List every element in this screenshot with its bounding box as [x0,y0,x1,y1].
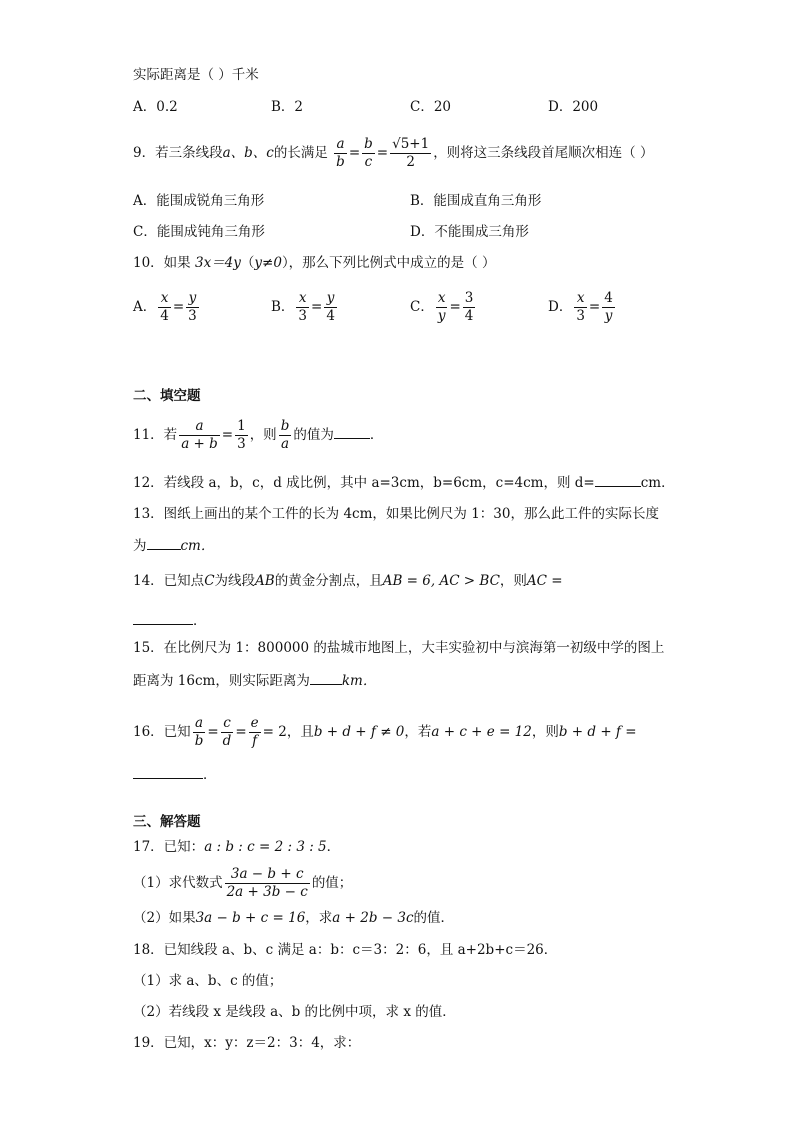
q14: 14．已知点C为线段AB的黄金分割点，且AB = 6, AC > BC，则AC = [133,573,563,589]
q8-tail: 实际距离是（ ）千米 [133,67,259,83]
q18-part2: （2）若线段 x 是线段 a、b 的比例中项，求 x 的值． [133,1004,456,1020]
q16-answer-blank [133,764,203,779]
q10-option-b: B． $\frac{x}{3}$ = $\frac{y}{4}$ [271,290,335,324]
q16-line2: ． [133,764,217,785]
q17-part1: （1）求代数式 $\frac{3a - b + c}{2a + 3b - c}$ 的值； [133,866,353,900]
q8-option-a: A．0.2 [133,99,178,115]
q10-option-c: C． $\frac{x}{y}$ = $\frac{3}{4}$ [410,290,474,324]
q8-option-d: D．200 [548,99,599,115]
q13-line1: 13．图纸上画出的某个工件的长为 4cm，如果比例尺为 1：30，那么此工件的实际长度 [133,506,659,522]
q11: 11．若 $\frac{a}{a + b}$ = $\frac{1}{3}$ ，则 $\frac{b}{a}$ 的值为 ． [133,418,384,452]
q14-line2: ． [133,610,207,631]
section-fill-in-title: 二、填空题 [133,388,201,404]
q9-frac-b-c: $\frac{b}{c}$ [364,136,373,170]
q9-option-d: D．不能围成三角形 [410,224,529,240]
q16: 16．已知 $\frac{a}{b}$ = $\frac{c}{d}$ = $\frac{e}{f}$ = 2，且b + d + f ≠ 0，若a + c + e = 12，则b + d + f = [133,715,637,749]
q12: 12．若线段 a，b，c，d 成比例，其中 a=3cm，b=6cm，c=4cm，则 d= cm． [133,472,675,493]
q9-stem: 9．若三条线段a、b、c的长满足 $\frac{a}{b}$ = $\frac{b}{c}$ = $\frac{√5+1}{2}$ ，则将这三条线段首尾顺次相连（ ） [133,136,654,170]
section-solve-title: 三、解答题 [133,814,201,830]
q14-answer-blank [133,610,193,625]
q9-frac-golden: $\frac{√5+1}{2}$ [392,136,430,170]
q13-answer-blank [147,535,181,550]
q18-part1: （1）求 a、b、c 的值； [133,973,283,989]
q10-option-a: A． $\frac{x}{4}$ = $\frac{y}{3}$ [133,290,197,324]
q15-answer-blank [310,670,342,685]
q13-line2: 为 cm． [133,535,214,556]
q11-answer-blank [334,424,370,439]
q8-option-c: C．20 [410,99,452,115]
q19-line1: 19．已知，x：y：z＝2：3：4，求： [133,1035,361,1051]
q9-frac-a-b: $\frac{a}{b}$ [336,136,345,170]
q10-stem: 10．如果 3x＝4y（y≠0），那么下列比例式中成立的是（ ） [133,255,496,271]
q9-option-b: B．能围成直角三角形 [410,193,542,209]
q8-option-b: B．2 [271,99,304,115]
q18-line1: 18．已知线段 a、b、c 满足 a：b：c＝3：2：6，且 a+2b+c＝26． [133,942,558,958]
q9-option-a: A．能围成锐角三角形 [133,193,265,209]
q17-part2: （2）如果3a − b + c = 16，求a + 2b − 3c的值． [133,910,455,926]
q15-line2: 距离为 16cm，则实际距离为 km． [133,670,376,691]
q17-line1: 17．已知：a : b : c = 2 : 3 : 5． [133,839,341,855]
q15-line1: 15．在比例尺为 1：800000 的盐城市地图上，大丰实验初中与滨海第一初级中学的图上 [133,640,665,656]
q10-option-d: D． $\frac{x}{3}$ = $\frac{4}{y}$ [548,290,613,324]
q12-answer-blank [595,472,641,487]
q9-option-c: C．能围成钝角三角形 [133,224,265,240]
